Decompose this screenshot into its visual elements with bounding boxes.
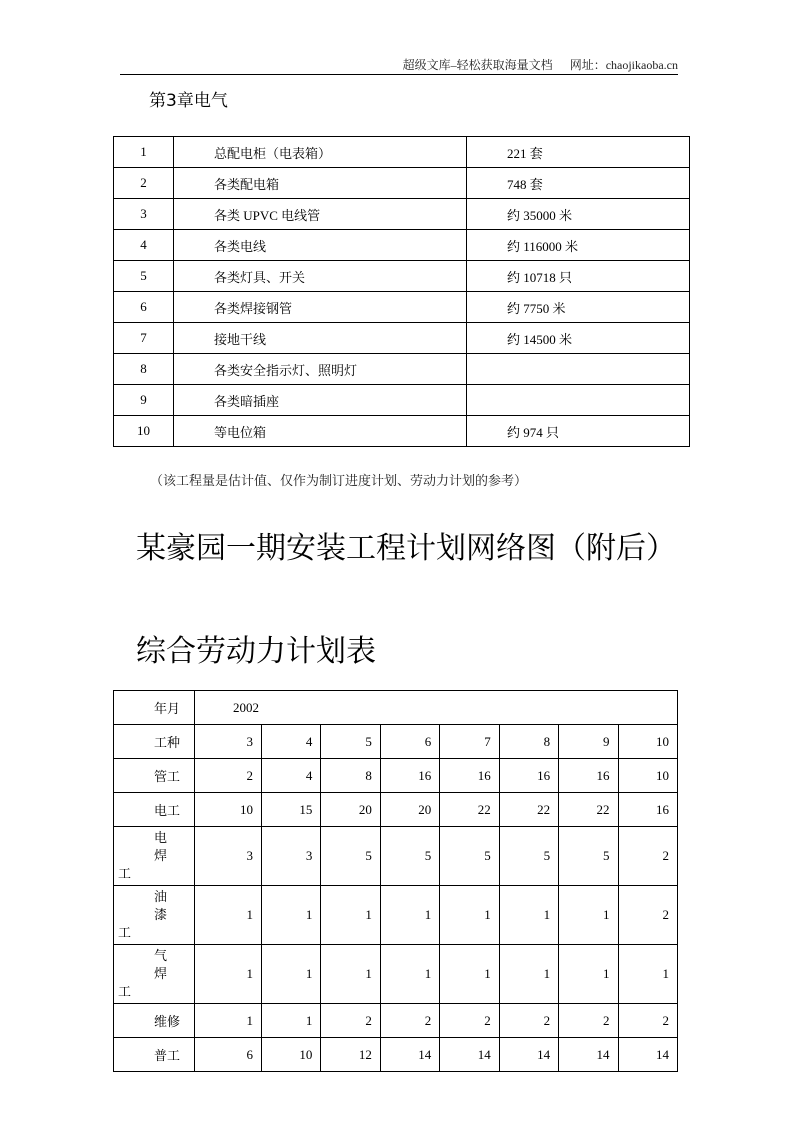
item-quantity: 约 14500 米 bbox=[467, 323, 690, 354]
labor-count: 5 bbox=[321, 827, 380, 886]
item-quantity: 约 7750 米 bbox=[467, 292, 690, 323]
heading-labor: 综合劳动力计划表 bbox=[136, 634, 376, 669]
year-label: 年月 bbox=[114, 691, 195, 725]
item-quantity: 约 116000 米 bbox=[467, 230, 690, 261]
item-name: 各类安全指示灯、照明灯 bbox=[174, 354, 467, 385]
labor-count: 1 bbox=[380, 886, 439, 945]
labor-count: 2 bbox=[618, 1004, 677, 1038]
item-number: 4 bbox=[114, 230, 174, 261]
header-url-text: 网址：chaojikaoba.cn bbox=[569, 58, 678, 72]
heading-network: 某豪园一期安装工程计划网络图（附后） bbox=[136, 531, 676, 566]
labor-count: 16 bbox=[440, 759, 499, 793]
labor-count: 1 bbox=[262, 886, 321, 945]
item-number: 2 bbox=[114, 168, 174, 199]
item-number: 5 bbox=[114, 261, 174, 292]
labor-count: 1 bbox=[195, 1004, 262, 1038]
labor-count: 1 bbox=[559, 886, 618, 945]
year-row bbox=[114, 691, 678, 725]
item-number: 3 bbox=[114, 199, 174, 230]
month-header: 4 bbox=[262, 725, 321, 759]
labor-table bbox=[113, 690, 678, 1072]
trade-name: 维修 bbox=[114, 1004, 195, 1038]
item-number: 9 bbox=[114, 385, 174, 416]
item-number: 8 bbox=[114, 354, 174, 385]
labor-count: 2 bbox=[618, 886, 677, 945]
trade-name bbox=[114, 827, 195, 886]
labor-count: 16 bbox=[618, 793, 677, 827]
table-row bbox=[114, 945, 678, 1004]
item-quantity: 约 35000 米 bbox=[467, 199, 690, 230]
labor-count: 22 bbox=[440, 793, 499, 827]
note-text: （该工程量是估计值、仅作为制订进度计划、劳动力计划的参考） bbox=[150, 473, 528, 488]
header-site-text: 超级文库–轻松获取海量文档 bbox=[402, 58, 553, 72]
labor-count: 2 bbox=[559, 1004, 618, 1038]
labor-count: 1 bbox=[262, 945, 321, 1004]
year-value: 2002 bbox=[195, 691, 678, 725]
table-row bbox=[114, 137, 690, 168]
item-number: 7 bbox=[114, 323, 174, 354]
labor-count: 15 bbox=[262, 793, 321, 827]
month-header: 7 bbox=[440, 725, 499, 759]
table-row bbox=[114, 827, 678, 886]
labor-count: 20 bbox=[321, 793, 380, 827]
item-name: 各类灯具、开关 bbox=[174, 261, 467, 292]
labor-count: 5 bbox=[559, 827, 618, 886]
item-name: 各类焊接钢管 bbox=[174, 292, 467, 323]
table-row bbox=[114, 793, 678, 827]
labor-count: 2 bbox=[195, 759, 262, 793]
item-name: 等电位箱 bbox=[174, 416, 467, 447]
table-row bbox=[114, 230, 690, 261]
labor-count: 1 bbox=[262, 1004, 321, 1038]
item-number: 6 bbox=[114, 292, 174, 323]
trade-name-line2: 工 bbox=[118, 925, 132, 940]
item-quantity: 约 974 只 bbox=[467, 416, 690, 447]
trade-name-line1: 油漆 bbox=[154, 889, 174, 922]
trade-name bbox=[114, 886, 195, 945]
materials-table bbox=[113, 136, 690, 447]
labor-count: 1 bbox=[321, 886, 380, 945]
table-row bbox=[114, 416, 690, 447]
labor-count: 8 bbox=[321, 759, 380, 793]
table-row bbox=[114, 261, 690, 292]
labor-count: 22 bbox=[559, 793, 618, 827]
table-row bbox=[114, 1038, 678, 1072]
trade-name-line1: 气焊 bbox=[154, 948, 174, 981]
labor-count: 10 bbox=[262, 1038, 321, 1072]
month-header: 8 bbox=[499, 725, 558, 759]
labor-count: 2 bbox=[321, 1004, 380, 1038]
table-row bbox=[114, 323, 690, 354]
labor-count: 14 bbox=[440, 1038, 499, 1072]
table-row bbox=[114, 168, 690, 199]
labor-count: 16 bbox=[380, 759, 439, 793]
table-row bbox=[114, 292, 690, 323]
month-header: 10 bbox=[618, 725, 677, 759]
table-row bbox=[114, 354, 690, 385]
item-name: 各类配电箱 bbox=[174, 168, 467, 199]
item-name: 各类 UPVC 电线管 bbox=[174, 199, 467, 230]
labor-count: 2 bbox=[440, 1004, 499, 1038]
item-name: 总配电柜（电表箱） bbox=[174, 137, 467, 168]
labor-count: 1 bbox=[499, 945, 558, 1004]
trade-name-line2: 工 bbox=[118, 984, 132, 999]
item-quantity: 221 套 bbox=[467, 137, 690, 168]
labor-count: 14 bbox=[499, 1038, 558, 1072]
trade-label: 工种 bbox=[114, 725, 195, 759]
labor-count: 1 bbox=[499, 886, 558, 945]
labor-count: 22 bbox=[499, 793, 558, 827]
item-name: 各类暗插座 bbox=[174, 385, 467, 416]
labor-count: 6 bbox=[195, 1038, 262, 1072]
item-quantity bbox=[467, 354, 690, 385]
labor-count: 5 bbox=[440, 827, 499, 886]
table-row bbox=[114, 1004, 678, 1038]
labor-count: 1 bbox=[618, 945, 677, 1004]
item-quantity bbox=[467, 385, 690, 416]
table-row bbox=[114, 886, 678, 945]
labor-count: 1 bbox=[559, 945, 618, 1004]
labor-count: 5 bbox=[499, 827, 558, 886]
trade-name-line1: 电焊 bbox=[154, 830, 174, 863]
trade-name: 普工 bbox=[114, 1038, 195, 1072]
item-name: 各类电线 bbox=[174, 230, 467, 261]
labor-count: 3 bbox=[262, 827, 321, 886]
trade-name-line2: 工 bbox=[118, 866, 132, 881]
month-header: 3 bbox=[195, 725, 262, 759]
table-row bbox=[114, 385, 690, 416]
labor-count: 14 bbox=[618, 1038, 677, 1072]
labor-count: 4 bbox=[262, 759, 321, 793]
labor-count: 16 bbox=[559, 759, 618, 793]
item-quantity: 约 10718 只 bbox=[467, 261, 690, 292]
labor-count: 10 bbox=[195, 793, 262, 827]
month-row bbox=[114, 725, 678, 759]
trade-name bbox=[114, 945, 195, 1004]
labor-count: 1 bbox=[440, 886, 499, 945]
labor-count: 10 bbox=[618, 759, 677, 793]
labor-count: 1 bbox=[195, 945, 262, 1004]
labor-count: 16 bbox=[499, 759, 558, 793]
labor-count: 2 bbox=[380, 1004, 439, 1038]
trade-name: 电工 bbox=[114, 793, 195, 827]
item-number: 10 bbox=[114, 416, 174, 447]
labor-count: 2 bbox=[499, 1004, 558, 1038]
labor-count: 1 bbox=[195, 886, 262, 945]
labor-count: 14 bbox=[380, 1038, 439, 1072]
month-header: 9 bbox=[559, 725, 618, 759]
page-header bbox=[120, 56, 678, 75]
labor-count: 1 bbox=[380, 945, 439, 1004]
labor-count: 3 bbox=[195, 827, 262, 886]
item-name: 接地干线 bbox=[174, 323, 467, 354]
item-number: 1 bbox=[114, 137, 174, 168]
table-row bbox=[114, 199, 690, 230]
labor-count: 12 bbox=[321, 1038, 380, 1072]
labor-count: 14 bbox=[559, 1038, 618, 1072]
month-header: 6 bbox=[380, 725, 439, 759]
labor-count: 20 bbox=[380, 793, 439, 827]
labor-count: 1 bbox=[440, 945, 499, 1004]
chapter-title: 第3章电气 bbox=[149, 91, 228, 111]
labor-count: 1 bbox=[321, 945, 380, 1004]
labor-count: 2 bbox=[618, 827, 677, 886]
trade-name: 管工 bbox=[114, 759, 195, 793]
item-quantity: 748 套 bbox=[467, 168, 690, 199]
month-header: 5 bbox=[321, 725, 380, 759]
table-row bbox=[114, 759, 678, 793]
labor-count: 5 bbox=[380, 827, 439, 886]
